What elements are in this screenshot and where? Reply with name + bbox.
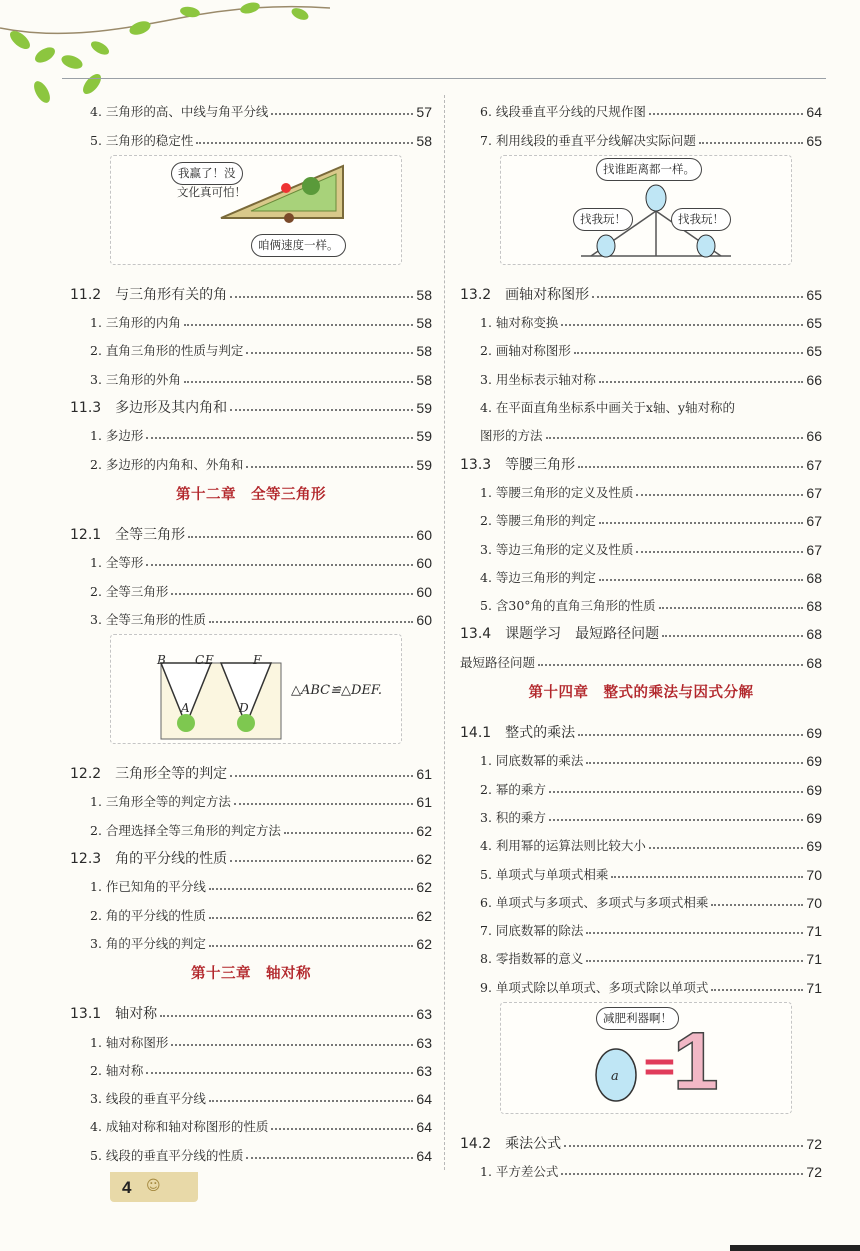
toc-entry[interactable]: [460, 1152, 822, 1180]
toc-entry[interactable]: [70, 331, 432, 359]
speech-bubble-winner-2: 文化真可怕！: [177, 184, 246, 199]
leader-dots: [561, 1173, 803, 1175]
leader-dots: [188, 536, 413, 538]
toc-page-number: 58: [416, 371, 432, 388]
leader-dots: [146, 564, 413, 566]
leader-dots: [574, 352, 804, 354]
toc-entry-title: 14.1 整式的乘法: [460, 725, 576, 742]
toc-page-number: 57: [416, 104, 432, 121]
leader-dots: [578, 466, 803, 468]
toc-entry-title: 12.1 全等三角形: [70, 526, 186, 543]
toc-page-number: 72: [806, 1136, 822, 1153]
toc-page-number: 66: [806, 428, 822, 445]
toc-entry[interactable]: [70, 895, 432, 923]
toc-entry-title: 1. 三角形全等的判定方法: [90, 794, 231, 810]
toc-entry[interactable]: [70, 543, 432, 571]
toc-entry[interactable]: [460, 741, 822, 769]
toc-entry[interactable]: [70, 120, 432, 148]
toc-entry-title: 3. 线段的垂直平分线: [90, 1091, 206, 1107]
toc-entry-title: 3. 积的乘方: [480, 809, 546, 825]
toc-page-number: 60: [416, 555, 432, 572]
leader-dots: [578, 734, 803, 736]
toc-entry[interactable]: [460, 854, 822, 882]
toc-section-entry[interactable]: [70, 754, 432, 782]
toc-section-entry[interactable]: [70, 515, 432, 543]
leader-dots: [146, 437, 413, 439]
leader-dots: [586, 762, 803, 764]
leader-dots: [196, 142, 413, 144]
leader-dots: [271, 113, 413, 115]
toc-page-number: 62: [416, 935, 432, 952]
toc-page-number: 60: [416, 526, 432, 543]
toc-entry-title: 3. 三角形的外角: [90, 371, 181, 387]
toc-entry[interactable]: [70, 303, 432, 331]
toc-page-number: 59: [416, 456, 432, 473]
toc-page-number: 67: [806, 513, 822, 530]
toc-entry-title: 最短路径问题: [460, 654, 536, 670]
toc-entry[interactable]: [460, 501, 822, 529]
toc-entry[interactable]: [70, 1022, 432, 1050]
toc-entry-title: 12.2 三角形全等的判定: [70, 766, 228, 783]
speech-bubble-play-right: 找我玩！: [671, 208, 731, 231]
point-label-A: A: [181, 700, 190, 715]
toc-entry[interactable]: [460, 473, 822, 501]
toc-entry-title: 1. 三角形的内角: [90, 315, 181, 331]
toc-entry-title: 11.2 与三角形有关的角: [70, 286, 228, 303]
toc-page-number: 64: [806, 104, 822, 121]
bottom-bar: [730, 1245, 860, 1251]
chapter-heading: 第十三章 轴对称: [191, 966, 311, 983]
toc-page-number: 69: [806, 809, 822, 826]
toc-entry[interactable]: [460, 911, 822, 939]
leader-dots: [184, 324, 414, 326]
toc-entry-title: 6. 线段垂直平分线的尺规作图: [480, 104, 646, 120]
toc-page-number: 64: [416, 1147, 432, 1164]
toc-entry-title: 13.1 轴对称: [70, 1006, 158, 1023]
leader-dots: [711, 989, 803, 991]
toc-section-entry[interactable]: [460, 614, 822, 642]
congruence-formula: △ABC≌△DEF.: [291, 682, 383, 698]
toc-entry-title: 4. 利用幂的运算法则比较大小: [480, 838, 646, 854]
toc-page-number: 64: [416, 1091, 432, 1108]
toc-entry[interactable]: [460, 120, 822, 148]
leader-dots: [230, 860, 413, 862]
toc-page-number: 60: [416, 611, 432, 628]
leader-dots: [209, 888, 414, 890]
toc-entry[interactable]: [460, 529, 822, 557]
toc-entry[interactable]: [70, 810, 432, 838]
toc-page-number: 65: [806, 343, 822, 360]
toc-entry-title: 8. 零指数幂的意义: [480, 951, 584, 967]
toc-page-number: 59: [416, 428, 432, 445]
speech-bubble-play-left: 找我玩！: [573, 208, 633, 231]
toc-left-column: [70, 92, 432, 1164]
toc-entry[interactable]: [70, 1107, 432, 1135]
toc-page-number: 69: [806, 753, 822, 770]
leader-dots: [592, 296, 803, 298]
leader-dots: [160, 1015, 413, 1017]
point-label-D: D: [239, 700, 249, 715]
leader-dots: [549, 819, 804, 821]
toc-entry[interactable]: [460, 388, 822, 416]
chapter-heading: 第十四章 整式的乘法与因式分解: [528, 685, 754, 702]
leader-dots: [246, 352, 413, 354]
toc-entry-title: 1. 等腰三角形的定义及性质: [480, 484, 634, 500]
leader-dots: [546, 437, 804, 439]
toc-entry-title: 13.2 画轴对称图形: [460, 286, 590, 303]
toc-entry-title: 3. 用坐标表示轴对称: [480, 371, 596, 387]
toc-page-number: 61: [416, 766, 432, 783]
toc-entry-title: 4. 成轴对称和轴对称图形的性质: [90, 1119, 269, 1135]
toc-entry-title: 1. 平方差公式: [480, 1164, 559, 1180]
toc-entry[interactable]: [70, 867, 432, 895]
toc-page-number: 68: [806, 654, 822, 671]
toc-entry[interactable]: [460, 798, 822, 826]
speech-bubble-equal-distance: 找谁距离都一样。: [596, 158, 702, 181]
digit-one: 1: [673, 1015, 719, 1107]
toc-entry[interactable]: [70, 444, 432, 472]
leader-dots: [586, 960, 803, 962]
toc-entry-title: 2. 画轴对称图形: [480, 343, 571, 359]
toc-entry-title: 2. 幂的乘方: [480, 781, 546, 797]
leader-dots: [649, 847, 804, 849]
equals-sign: =: [641, 1040, 678, 1092]
leader-dots: [599, 522, 804, 524]
illustration-penguins: [500, 155, 792, 265]
leader-dots: [209, 945, 414, 947]
leader-dots: [184, 381, 414, 383]
column-divider: [444, 95, 446, 1170]
page-number: 4: [122, 1178, 132, 1197]
toc-entry-title: 1. 作已知角的平分线: [90, 879, 206, 895]
toc-page-number: 67: [806, 541, 822, 558]
letter-a: a: [611, 1068, 619, 1084]
toc-section-entry[interactable]: [460, 1124, 822, 1152]
toc-entry[interactable]: [460, 331, 822, 359]
toc-page-number: 62: [416, 851, 432, 868]
leader-dots: [271, 1128, 413, 1130]
toc-entry[interactable]: [70, 92, 432, 120]
toc-entry-title: 2. 合理选择全等三角形的判定方法: [90, 822, 281, 838]
leader-dots: [234, 803, 414, 805]
toc-page-number: 65: [806, 132, 822, 149]
speech-bubble-diet: 减肥利器啊！: [596, 1007, 679, 1030]
speech-bubble-equal-speed: 咱俩速度一样。: [251, 234, 346, 257]
toc-right-column: [460, 92, 822, 1180]
toc-entry[interactable]: [70, 416, 432, 444]
toc-page-number: 72: [806, 1164, 822, 1181]
toc-entry[interactable]: [70, 924, 432, 952]
toc-entry[interactable]: [460, 416, 822, 444]
toc-entry-title: 5. 线段的垂直平分线的性质: [90, 1147, 244, 1163]
leader-dots: [171, 593, 413, 595]
toc-page-number: 65: [806, 286, 822, 303]
toc-page-number: 69: [806, 781, 822, 798]
toc-entry-title: 5. 含30°角的直角三角形的性质: [480, 598, 656, 614]
toc-page-number: 69: [806, 725, 822, 742]
illustration-diet: [500, 1002, 792, 1114]
toc-entry[interactable]: [70, 1079, 432, 1107]
toc-entry-title: 9. 单项式除以单项式、多项式除以单项式: [480, 979, 709, 995]
toc-page-number: 71: [806, 923, 822, 940]
toc-entry[interactable]: [460, 967, 822, 995]
toc-entry-title: 12.3 角的平分线的性质: [70, 851, 228, 868]
toc-section-entry[interactable]: [70, 388, 432, 416]
toc-page-number: 62: [416, 879, 432, 896]
point-label-C: C: [195, 652, 205, 667]
leader-dots: [699, 142, 804, 144]
toc-entry[interactable]: [460, 359, 822, 387]
toc-entry[interactable]: [460, 303, 822, 331]
toc-page-number: 63: [416, 1034, 432, 1051]
toc-entry[interactable]: [70, 1135, 432, 1163]
toc-entry-title: 图形的方法: [480, 428, 543, 444]
toc-entry[interactable]: [460, 769, 822, 797]
toc-page-number: 68: [806, 598, 822, 615]
speech-bubble-winner: 我赢了！没: [171, 162, 243, 185]
leader-dots: [246, 1157, 413, 1159]
toc-page-number: 70: [806, 894, 822, 911]
toc-entry[interactable]: [460, 883, 822, 911]
congruent-triangles-figure: [141, 635, 291, 743]
toc-entry[interactable]: [70, 782, 432, 810]
leader-dots: [564, 1145, 803, 1147]
toc-page-number: 61: [416, 794, 432, 811]
toc-page-number: 67: [806, 484, 822, 501]
leader-dots: [549, 791, 804, 793]
illustration-triangle_race: [110, 155, 402, 265]
toc-entry-title: 1. 同底数幂的乘法: [480, 753, 584, 769]
toc-entry-title: 1. 轴对称变换: [480, 315, 559, 331]
toc-page-number: 58: [416, 132, 432, 149]
leader-dots: [230, 775, 413, 777]
leader-dots: [611, 876, 803, 878]
toc-page-number: 62: [416, 822, 432, 839]
toc-entry[interactable]: [70, 359, 432, 387]
toc-page-number: 70: [806, 866, 822, 883]
swirl-icon: ☺: [146, 1178, 161, 1194]
toc-entry-title: 2. 轴对称: [90, 1062, 144, 1078]
toc-entry[interactable]: [460, 558, 822, 586]
toc-page-number: 68: [806, 569, 822, 586]
toc-entry-title: 13.4 课题学习 最短路径问题: [460, 626, 660, 643]
toc-entry-title: 7. 利用线段的垂直平分线解决实际问题: [480, 132, 696, 148]
leader-dots: [284, 832, 414, 834]
toc-entry-title: 1. 多边形: [90, 428, 144, 444]
toc-page-number: 59: [416, 400, 432, 417]
leader-dots: [599, 579, 804, 581]
toc-section-entry[interactable]: [460, 275, 822, 303]
toc-entry[interactable]: [70, 571, 432, 599]
toc-page-number: 63: [416, 1062, 432, 1079]
toc-page-number: 62: [416, 907, 432, 924]
toc-entry-title: 14.2 乘法公式: [460, 1136, 562, 1153]
toc-entry-title: 2. 全等三角形: [90, 583, 169, 599]
illustration-congruent: [110, 634, 402, 744]
leader-dots: [209, 917, 414, 919]
toc-entry-title: 13.3 等腰三角形: [460, 456, 576, 473]
leader-dots: [659, 607, 804, 609]
toc-page-number: 67: [806, 456, 822, 473]
toc-page-number: 69: [806, 838, 822, 855]
toc-entry-title: 7. 同底数幂的除法: [480, 923, 584, 939]
toc-entry[interactable]: [70, 1051, 432, 1079]
toc-section-entry[interactable]: [70, 994, 432, 1022]
toc-page-number: 64: [416, 1119, 432, 1136]
toc-page-number: 58: [416, 343, 432, 360]
leader-dots: [561, 324, 803, 326]
toc-entry[interactable]: [460, 586, 822, 614]
toc-entry-title: 2. 角的平分线的性质: [90, 907, 206, 923]
toc-section-entry[interactable]: [460, 444, 822, 472]
leader-dots: [146, 1072, 413, 1074]
toc-entry-title: 4. 在平面直角坐标系中画关于x轴、y轴对称的: [480, 400, 736, 416]
point-label-E: E: [205, 652, 214, 667]
leader-dots: [209, 621, 414, 623]
chapter-heading: 第十二章 全等三角形: [176, 487, 326, 504]
toc-entry-title: 3. 全等三角形的性质: [90, 611, 206, 627]
toc-page-number: 71: [806, 979, 822, 996]
toc-entry-title: 5. 单项式与单项式相乘: [480, 866, 609, 882]
toc-page-number: 68: [806, 626, 822, 643]
toc-entry-title: 2. 等腰三角形的判定: [480, 513, 596, 529]
point-label-B: B: [157, 652, 166, 667]
toc-entry-title: 2. 多边形的内角和、外角和: [90, 456, 244, 472]
toc-page-number: 60: [416, 583, 432, 600]
toc-entry-title: 6. 单项式与多项式、多项式与多项式相乘: [480, 894, 709, 910]
leader-dots: [538, 664, 803, 666]
toc-page-number: 58: [416, 315, 432, 332]
leader-dots: [246, 466, 413, 468]
toc-page-number: 66: [806, 371, 822, 388]
leader-dots: [230, 409, 413, 411]
toc-entry[interactable]: [460, 939, 822, 967]
toc-entry-title: 4. 等边三角形的判定: [480, 569, 596, 585]
toc-section-entry[interactable]: [70, 275, 432, 303]
point-label-F: F: [253, 652, 262, 667]
leader-dots: [636, 494, 803, 496]
leader-dots: [662, 635, 803, 637]
toc-entry-title: 2. 直角三角形的性质与判定: [90, 343, 244, 359]
toc-entry-title: 3. 等边三角形的定义及性质: [480, 541, 634, 557]
toc-section-entry[interactable]: [460, 713, 822, 741]
leader-dots: [649, 113, 804, 115]
toc-page-number: 58: [416, 286, 432, 303]
toc-entry-title: 4. 三角形的高、中线与角平分线: [90, 104, 269, 120]
toc-entry-title: 5. 三角形的稳定性: [90, 132, 194, 148]
toc-page-number: 65: [806, 315, 822, 332]
leader-dots: [171, 1044, 413, 1046]
leader-dots: [636, 551, 803, 553]
leader-dots: [209, 1100, 414, 1102]
page-number-tab: [110, 1172, 198, 1202]
toc-entry[interactable]: [460, 92, 822, 120]
toc-page-number: 63: [416, 1006, 432, 1023]
leader-dots: [599, 381, 804, 383]
leader-dots: [711, 904, 803, 906]
toc-entry-title: 1. 轴对称图形: [90, 1034, 169, 1050]
toc-entry-title: 11.3 多边形及其内角和: [70, 400, 228, 417]
leader-dots: [586, 932, 803, 934]
leader-dots: [230, 296, 413, 298]
toc-entry[interactable]: [70, 600, 432, 628]
toc-section-entry[interactable]: [70, 839, 432, 867]
toc-entry-title: 3. 角的平分线的判定: [90, 935, 206, 951]
toc-entry[interactable]: [460, 642, 822, 670]
toc-page-number: 71: [806, 951, 822, 968]
toc-entry[interactable]: [460, 826, 822, 854]
toc-entry-title: 1. 全等形: [90, 555, 144, 571]
